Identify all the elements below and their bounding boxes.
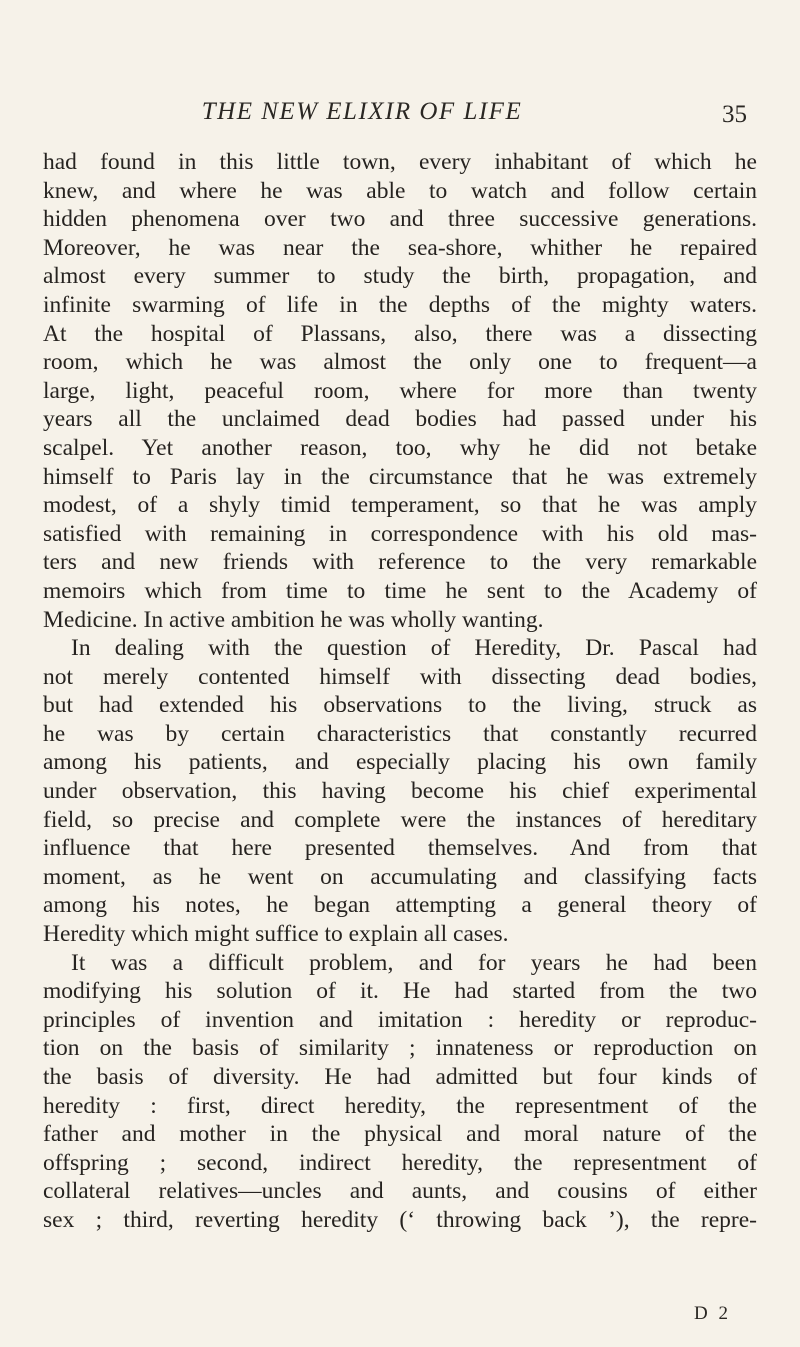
text-line: ters and new friends with reference to the very remarkable [43, 549, 757, 576]
text-line: had found in this little town, every inhabitant of which he [43, 149, 757, 175]
text-line: large, light, peaceful room, where for more than twenty [43, 377, 757, 404]
text-line: principles of invention and imitation : heredity or reproduc- [43, 1006, 757, 1033]
text-line: Moreover, he was near the sea-shore, whither he repaired [43, 234, 757, 261]
text-line: memoirs which from time to time he sent to the Academy of [43, 577, 757, 604]
running-title: THE NEW ELIXIR OF LIFE [201, 98, 523, 125]
body-text [43, 148, 757, 1235]
text-line: father and mother in the physical and moral nature of the [43, 1121, 757, 1148]
text-line: years all the unclaimed dead bodies had passed under his [43, 406, 757, 433]
text-line: infinite swarming of life in the depths of the mighty waters. [43, 291, 757, 318]
text-line: not merely contented himself with dissecting dead bodies, [43, 663, 757, 690]
text-line: hidden phenomena over two and three successive generations. [43, 206, 757, 233]
text-line: himself to Paris lay in the circumstance that he was extremely [43, 463, 757, 490]
text-line: collateral relatives—uncles and aunts, and cousins of either [43, 1178, 757, 1205]
text-line: scalpel. Yet another reason, too, why he did not betake [43, 434, 757, 461]
paragraph-start-line: In dealing with the question of Heredity, Dr. Pascal had [71, 635, 757, 662]
text-line: Medicine. In active ambition he was wholly wanting. [43, 606, 544, 633]
text-line: knew, and where he was able to watch and follow certain [43, 177, 757, 204]
text-line: At the hospital of Plassans, also, there was a dissecting [43, 320, 757, 347]
text-line: offspring ; second, indirect heredity, the representment of [43, 1149, 757, 1176]
text-line: almost every summer to study the birth, propagation, and [43, 263, 757, 290]
signature-mark: D 2 [694, 1303, 731, 1324]
text-line: but had extended his observations to the living, struck as [43, 692, 757, 719]
text-line: Heredity which might suffice to explain all cases. [43, 921, 509, 948]
paragraph-start-line: It was a difficult problem, and for years he had been [71, 949, 757, 976]
text-line: satisfied with remaining in correspondence with his old mas- [43, 520, 757, 547]
text-line: field, so precise and complete were the instances of hereditary [43, 806, 757, 833]
text-line: tion on the basis of similarity ; innateness or reproduction on [43, 1035, 757, 1062]
text-line: modifying his solution of it. He had started from the two [43, 978, 757, 1005]
text-line: under observation, this having become his chief experimental [43, 778, 757, 805]
text-line: among his patients, and especially placing his own family [43, 749, 757, 776]
text-line: the basis of diversity. He had admitted but four kinds of [43, 1064, 757, 1090]
text-line: sex ; third, reverting heredity (‘ throwing back ’), the repre- [43, 1206, 757, 1233]
page-number: 35 [722, 101, 747, 128]
text-line: modest, of a shyly timid temperament, so that he was amply [43, 492, 757, 519]
text-line: room, which he was almost the only one to frequent—a [43, 349, 757, 376]
text-line: among his notes, he began attempting a general theory of [43, 892, 757, 919]
text-line: moment, as he went on accumulating and classifying facts [43, 863, 757, 890]
text-line: heredity : first, direct heredity, the representment of the [43, 1092, 757, 1119]
text-line: influence that here presented themselves. And from that [43, 835, 757, 862]
text-line: he was by certain characteristics that constantly recurred [43, 720, 757, 747]
